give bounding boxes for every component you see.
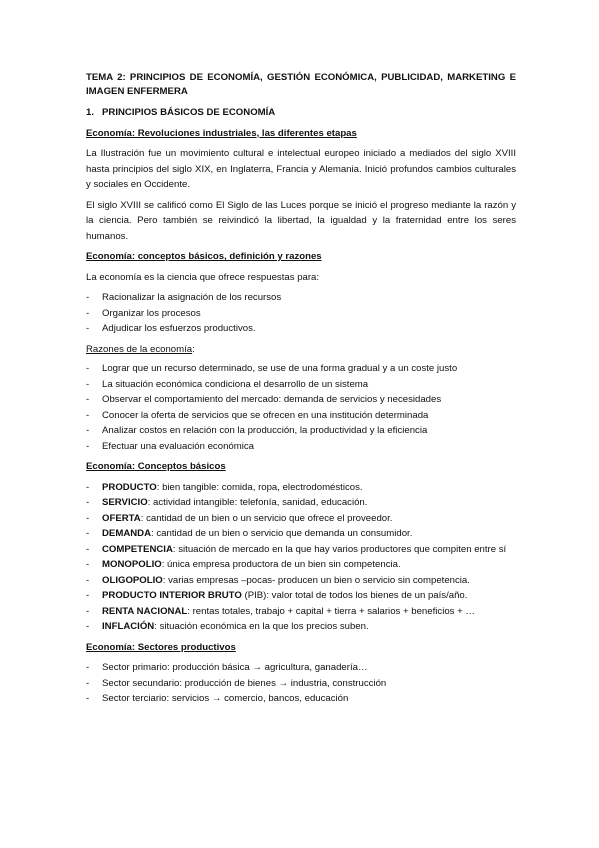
list-item: - MONOPOLIO: única empresa productora de un bien sin competencia. bbox=[86, 559, 401, 570]
list-item: - OLIGOPOLIO: varias empresas –pocas- producen un bien o servicio sin competencia. bbox=[86, 574, 470, 586]
list-item: - DEMANDA: cantidad de un bien o servicio que demanda un consumidor. bbox=[86, 528, 413, 539]
list-item: - Sector primario: producción básica → agricultura, ganadería… bbox=[86, 662, 368, 673]
subheading-basicos: Economía: Conceptos básicos bbox=[86, 461, 226, 472]
subheading-revoluciones: Economía: Revoluciones industriales, las diferentes etapas bbox=[86, 127, 357, 139]
list-item: - Efectuar una evaluación económica bbox=[86, 440, 254, 452]
section-heading bbox=[86, 105, 516, 121]
list-item: - Observar el comportamiento del mercado: demanda de servicios y necesidades bbox=[86, 394, 442, 405]
list-item: - INFLACIÓN: situación económica en la que los precios suben. bbox=[86, 621, 369, 632]
list-conceptos-basicos bbox=[86, 480, 516, 635]
list-item: - SERVICIO: actividad intangible: telefonía, sanidad, educación. bbox=[86, 497, 368, 508]
list-item: - Analizar costos en relación con la producción, la productividad y la eficiencia bbox=[86, 425, 428, 436]
subheading-conceptos: Economía: conceptos básicos, definición y razones bbox=[86, 251, 322, 262]
list-item: - Racionalizar la asignación de los recursos bbox=[86, 292, 282, 303]
section-title: PRINCIPIOS BÁSICOS DE ECONOMÍA bbox=[102, 107, 276, 118]
list-sectores bbox=[86, 660, 516, 707]
subheading-razones: Razones de la economía: bbox=[86, 343, 195, 355]
list-razones bbox=[86, 361, 516, 454]
list-item: - Organizar los procesos bbox=[86, 307, 201, 319]
list-ciencia bbox=[86, 290, 516, 337]
document-title: TEMA 2: PRINCIPIOS DE ECONOMÍA, GESTIÓN ECONÓMICA, PUBLICIDAD, MARKETING E IMAGEN ENFERMERA bbox=[86, 72, 516, 97]
list-item: - OFERTA: cantidad de un bien o un servicio que ofrece el proveedor. bbox=[86, 512, 393, 524]
paragraph-ilustracion: La Ilustración fue un movimiento cultural e intelectual europeo iniciado a mediados del siglo XVIII hasta principios del siglo XIX, en Inglaterra, Francia y Alemania. Inició profundos cambios culturales y sociales en Occidente. bbox=[86, 148, 516, 190]
list-item: - Sector secundario: producción de bienes → industria, construcción bbox=[86, 677, 387, 689]
list-item: - RENTA NACIONAL: rentas totales, trabajo + capital + tierra + salarios + beneficios + … bbox=[86, 605, 475, 617]
list-item: - Conocer la oferta de servicios que se ofrecen en una institución determinada bbox=[86, 409, 429, 421]
document-content bbox=[86, 71, 516, 712]
subheading-sectores: Economía: Sectores productivos bbox=[86, 641, 236, 653]
list-item: - COMPETENCIA: situación de mercado en la que hay varios productores que compiten entre sí bbox=[86, 543, 507, 555]
list-item: - Adjudicar los esfuerzos productivos. bbox=[86, 323, 256, 334]
list-item: - PRODUCTO: bien tangible: comida, ropa, electrodomésticos. bbox=[86, 481, 363, 493]
section-number: 1. bbox=[86, 107, 95, 118]
list-item: - Lograr que un recurso determinado, se use de una forma gradual y a un coste justo bbox=[86, 363, 458, 374]
list-item: - Sector terciario: servicios → comercio, bancos, educación bbox=[86, 693, 349, 704]
paragraph-siglo-xviii: El siglo XVIII se calificó como El Siglo de las Luces porque se inició el progreso mediante la razón y la ciencia. Pero también se reivindicó la libertad, la igualdad y la fraternidad entre los seres humanos. bbox=[86, 199, 516, 242]
list-item: - La situación económica condiciona el desarrollo de un sistema bbox=[86, 378, 369, 390]
list-item: - PRODUCTO INTERIOR BRUTO (PIB): valor total de todos los bienes de un país/año. bbox=[86, 590, 468, 601]
paragraph-ciencia: La economía es la ciencia que ofrece respuestas para: bbox=[86, 271, 320, 283]
